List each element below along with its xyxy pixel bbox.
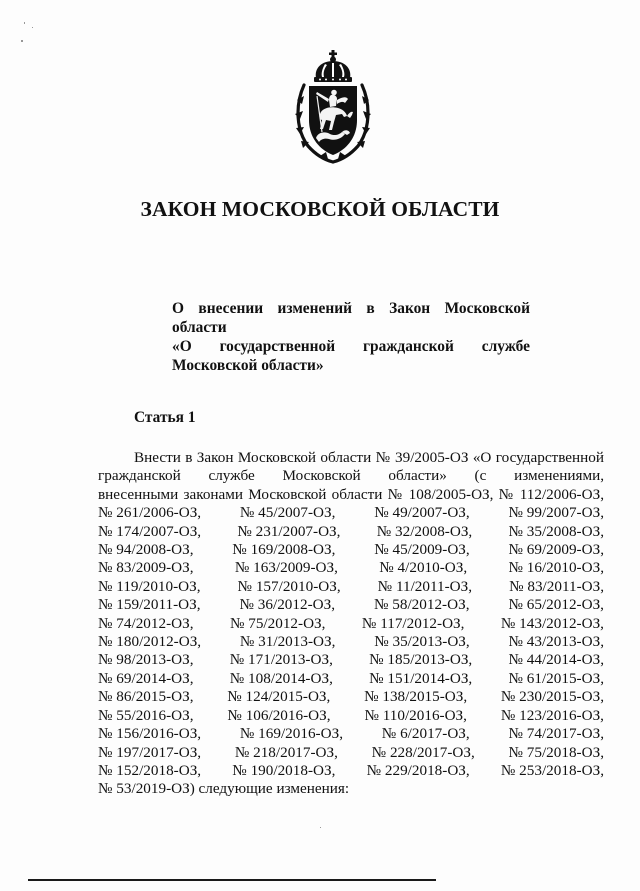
law-number-row bbox=[98, 707, 604, 725]
law-reference: № 69/2009-ОЗ, bbox=[508, 541, 604, 559]
law-number-row bbox=[98, 541, 604, 559]
law-number-row bbox=[98, 744, 604, 762]
law-reference: № 94/2008-ОЗ, bbox=[98, 541, 194, 559]
law-reference: № 156/2016-ОЗ, bbox=[98, 725, 202, 743]
law-reference: № 169/2008-ОЗ, bbox=[232, 541, 336, 559]
law-reference: № 171/2013-ОЗ, bbox=[229, 651, 333, 669]
law-number-rows bbox=[98, 504, 604, 780]
law-reference: № 83/2009-ОЗ, bbox=[98, 559, 194, 577]
law-reference: № 55/2016-ОЗ, bbox=[98, 706, 194, 724]
law-number-row bbox=[98, 615, 604, 633]
law-reference: № 163/2009-ОЗ, bbox=[234, 559, 338, 577]
law-reference: № 151/2014-ОЗ, bbox=[369, 669, 473, 687]
law-number-row bbox=[98, 633, 604, 651]
law-reference: № 4/2010-ОЗ, bbox=[379, 559, 468, 577]
law-reference: № 75/2012-ОЗ, bbox=[229, 614, 326, 632]
law-number-row bbox=[98, 596, 604, 614]
law-reference: № 117/2012-ОЗ, bbox=[361, 614, 465, 632]
law-reference: № 74/2017-ОЗ, bbox=[508, 725, 604, 743]
law-reference: № 35/2008-ОЗ, bbox=[508, 522, 604, 540]
law-reference: № 86/2015-ОЗ, bbox=[98, 688, 194, 706]
body-line: внесенными законами Московской области № 108/2005-ОЗ, № 112/2006-ОЗ, bbox=[98, 485, 604, 503]
law-reference: № 124/2015-ОЗ, bbox=[227, 688, 331, 706]
subject-line: «О государственной гражданской службе bbox=[172, 338, 530, 355]
law-number-row bbox=[98, 670, 604, 688]
law-reference: № 98/2013-ОЗ, bbox=[98, 651, 194, 669]
law-reference: № 218/2017-ОЗ, bbox=[234, 743, 338, 761]
law-reference: № 36/2012-ОЗ, bbox=[239, 596, 336, 614]
article-body bbox=[98, 449, 604, 799]
subject-line: Московской области» bbox=[172, 357, 324, 374]
law-number-row bbox=[98, 523, 604, 541]
law-reference: № 253/2018-ОЗ, bbox=[500, 761, 604, 779]
law-number-row bbox=[98, 725, 604, 743]
law-reference: № 44/2014-ОЗ, bbox=[508, 651, 604, 669]
law-reference: № 106/2016-ОЗ, bbox=[227, 706, 331, 724]
article-heading: Статья 1 bbox=[134, 409, 196, 426]
law-number-row bbox=[98, 559, 604, 577]
law-reference: № 180/2012-ОЗ, bbox=[98, 633, 202, 651]
law-reference: № 197/2017-ОЗ, bbox=[98, 743, 202, 761]
law-number-row bbox=[98, 578, 604, 596]
law-subject bbox=[172, 299, 530, 375]
law-reference: № 65/2012-ОЗ, bbox=[508, 596, 604, 614]
law-reference: № 11/2011-ОЗ, bbox=[377, 577, 473, 595]
law-reference: № 69/2014-ОЗ, bbox=[98, 669, 194, 687]
law-reference: № 35/2013-ОЗ, bbox=[374, 633, 470, 651]
document-title: ЗАКОН МОСКОВСКОЙ ОБЛАСТИ bbox=[140, 197, 500, 221]
law-reference: № 230/2015-ОЗ, bbox=[500, 688, 604, 706]
law-number-row bbox=[98, 651, 604, 669]
page-bottom-rule bbox=[28, 879, 436, 881]
law-reference: № 174/2007-ОЗ, bbox=[98, 522, 202, 540]
law-reference: № 261/2006-ОЗ, bbox=[98, 504, 202, 522]
law-reference: № 143/2012-ОЗ, bbox=[500, 614, 604, 632]
law-reference: № 16/2010-ОЗ, bbox=[508, 559, 604, 577]
law-reference: № 110/2016-ОЗ, bbox=[364, 706, 467, 724]
law-reference: № 32/2008-ОЗ, bbox=[376, 522, 473, 540]
law-reference: № 31/2013-ОЗ, bbox=[239, 633, 336, 651]
law-reference: № 228/2017-ОЗ, bbox=[371, 743, 475, 761]
law-number-row bbox=[98, 762, 604, 780]
law-reference: № 108/2014-ОЗ, bbox=[229, 669, 333, 687]
subject-line: О внесении изменений в Закон Московской области bbox=[172, 300, 530, 336]
law-reference: № 169/2016-ОЗ, bbox=[239, 725, 343, 743]
law-reference: № 99/2007-ОЗ, bbox=[508, 504, 604, 522]
law-reference: № 157/2010-ОЗ, bbox=[237, 577, 341, 595]
law-reference: № 229/2018-ОЗ, bbox=[366, 761, 470, 779]
law-reference: № 123/2016-ОЗ, bbox=[500, 706, 604, 724]
law-reference: № 58/2012-ОЗ, bbox=[373, 596, 470, 614]
law-reference: № 83/2011-ОЗ, bbox=[509, 577, 604, 595]
law-reference: № 75/2018-ОЗ, bbox=[508, 743, 604, 761]
body-line: Внести в Закон Московской области № 39/2005-ОЗ «О государственной bbox=[134, 449, 604, 466]
law-reference: № 49/2007-ОЗ, bbox=[374, 504, 470, 522]
law-reference: № 74/2012-ОЗ, bbox=[98, 614, 194, 632]
law-reference: № 138/2015-ОЗ, bbox=[364, 688, 468, 706]
law-reference: № 190/2018-ОЗ, bbox=[232, 761, 336, 779]
law-reference: № 152/2018-ОЗ, bbox=[98, 761, 202, 779]
law-reference: № 45/2009-ОЗ, bbox=[374, 541, 470, 559]
law-reference: № 185/2013-ОЗ, bbox=[369, 651, 473, 669]
body-line: гражданской службе Московской области» (с изменениями, bbox=[98, 467, 604, 485]
moscow-oblast-coat-of-arms-icon bbox=[292, 50, 374, 165]
law-reference: № 119/2010-ОЗ, bbox=[98, 577, 201, 595]
body-line-last: № 53/2019-ОЗ) следующие изменения: bbox=[98, 780, 350, 798]
law-reference: № 43/2013-ОЗ, bbox=[508, 633, 604, 651]
law-reference: № 159/2011-ОЗ, bbox=[98, 596, 201, 614]
law-reference: № 45/2007-ОЗ, bbox=[239, 504, 336, 522]
law-reference: № 61/2015-ОЗ, bbox=[508, 669, 604, 687]
law-number-row bbox=[98, 504, 604, 522]
law-reference: № 231/2007-ОЗ, bbox=[237, 522, 341, 540]
law-number-row bbox=[98, 688, 604, 706]
law-reference: № 6/2017-ОЗ, bbox=[381, 725, 470, 743]
